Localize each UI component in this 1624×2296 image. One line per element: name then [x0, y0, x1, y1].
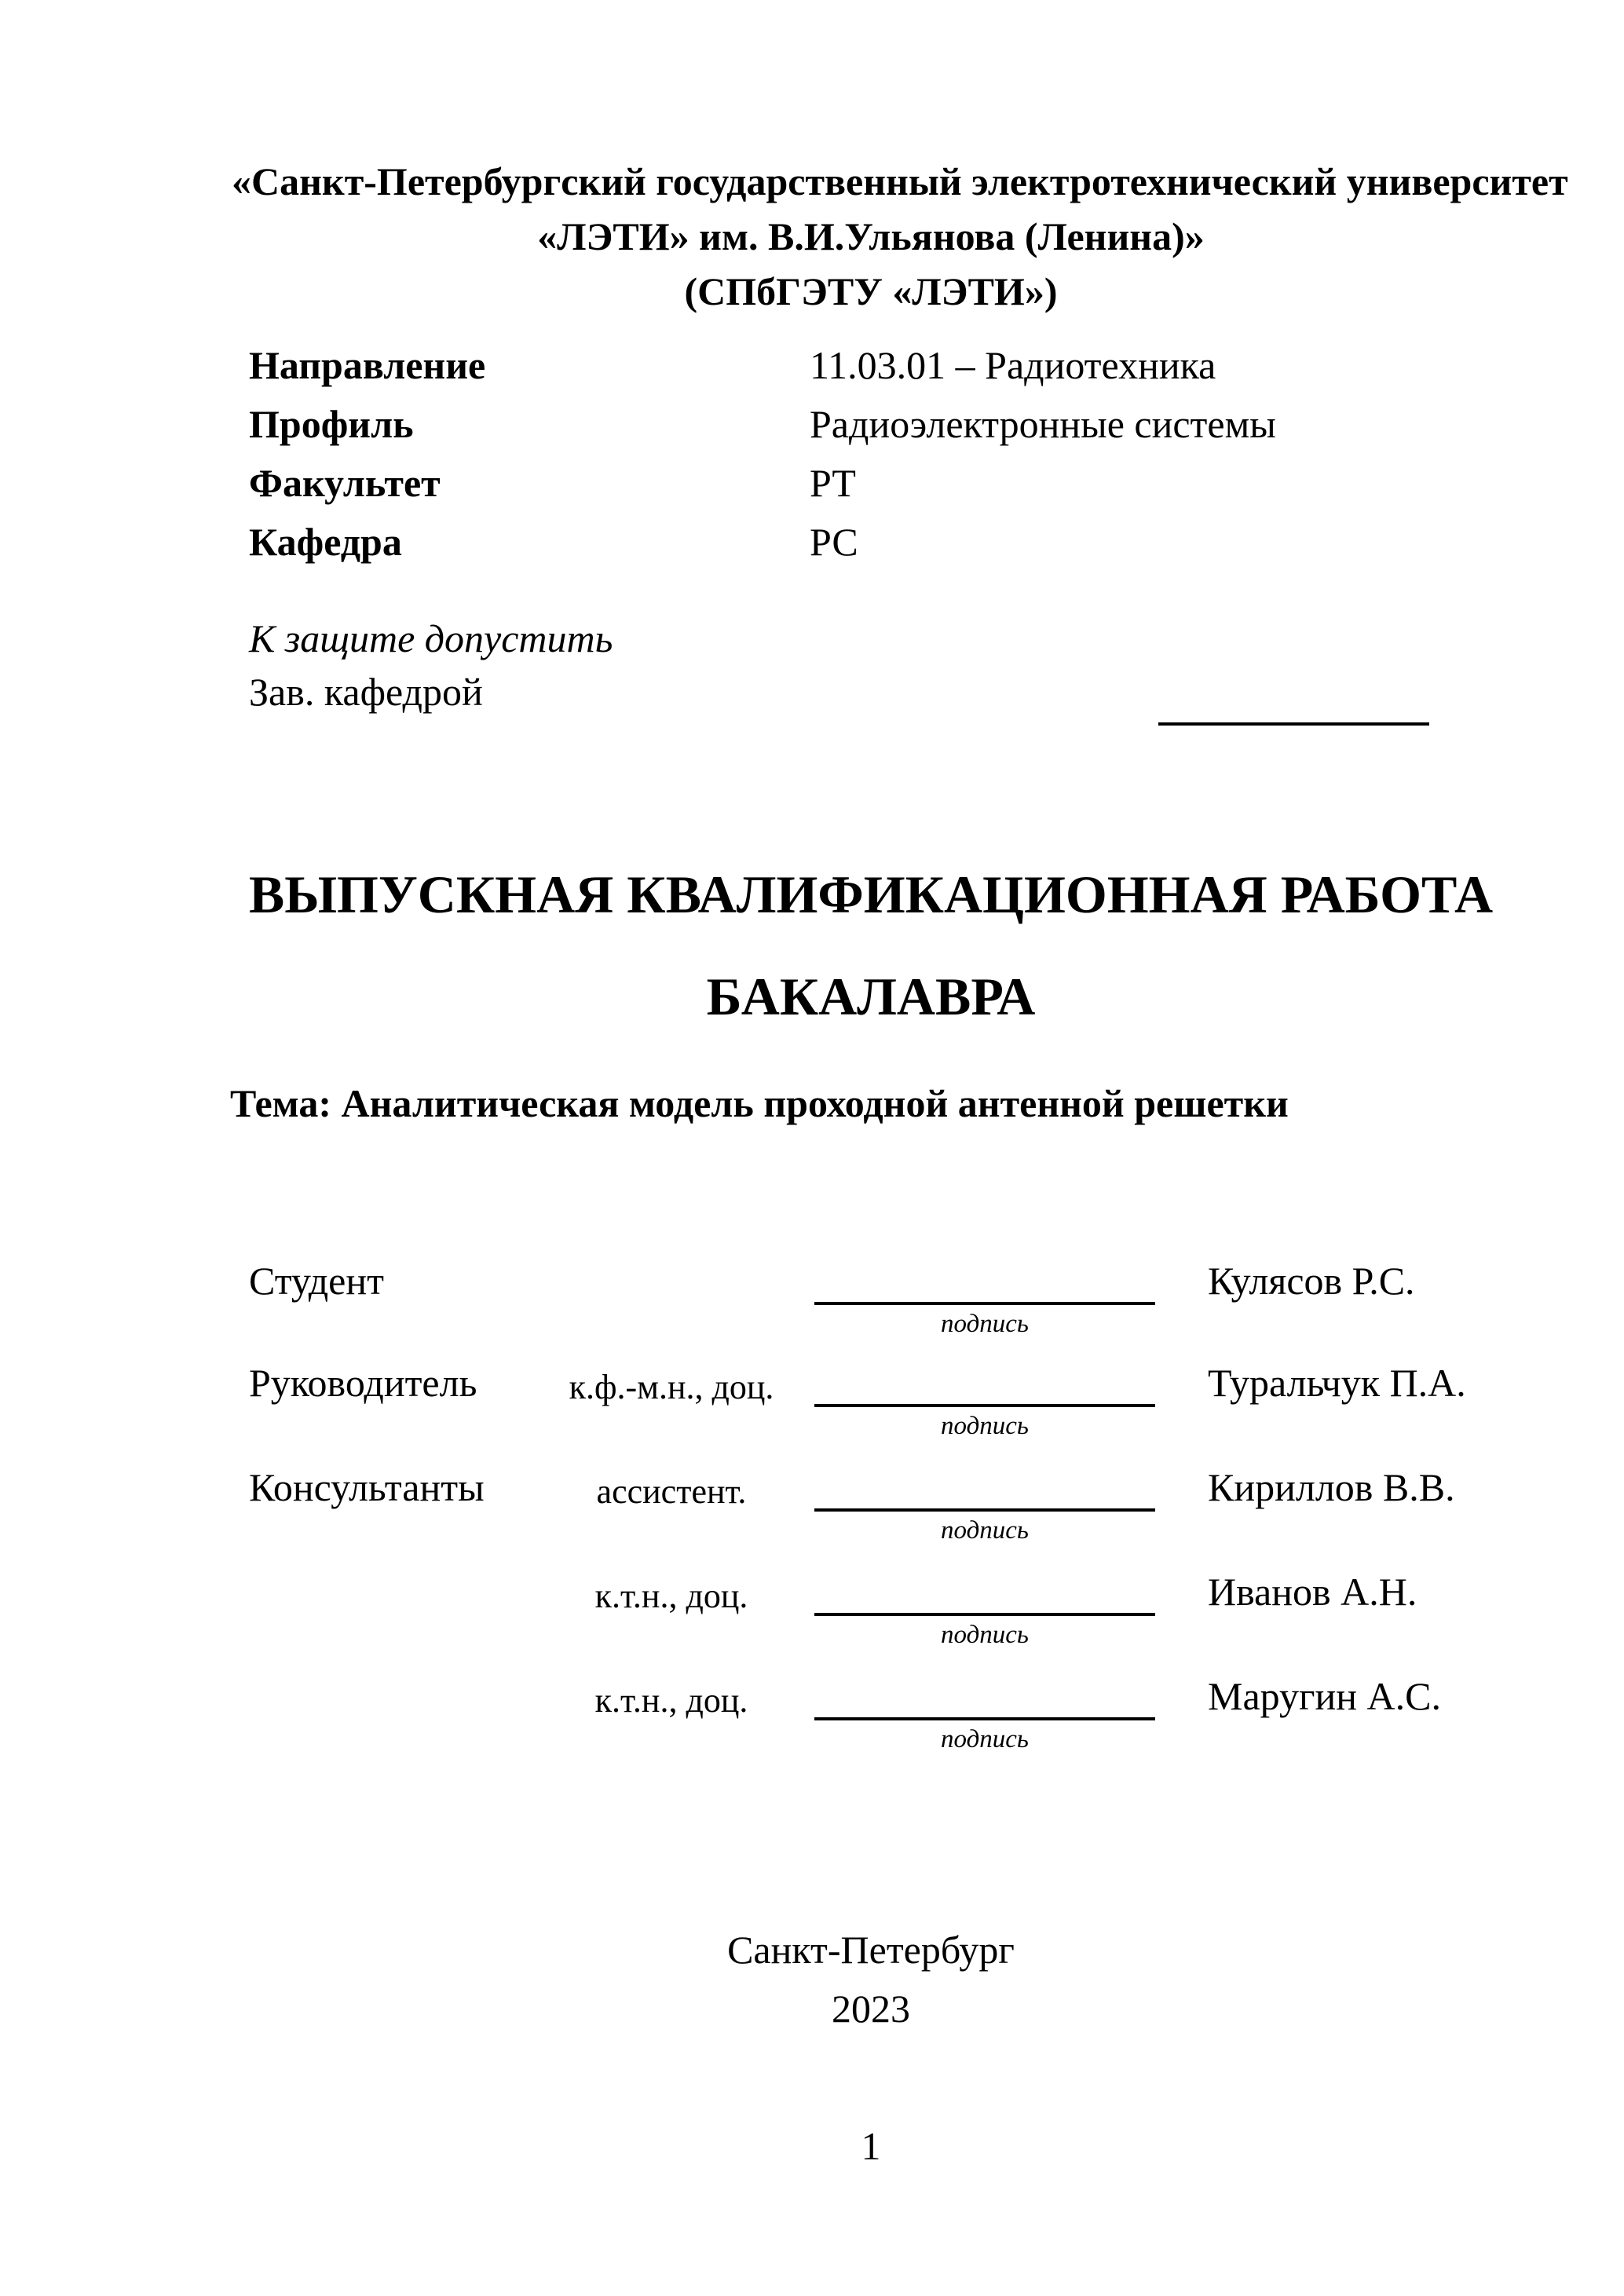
info-value-department: РС [810, 520, 858, 564]
info-label-direction: Направление [249, 343, 486, 387]
head-of-department-signature-line [1158, 687, 1429, 726]
head-of-department-label: Зав. кафедрой [249, 670, 483, 714]
signature-line [814, 1393, 1155, 1407]
footer-year: 2023 [832, 1987, 910, 2031]
signature-row-consultant-3 [0, 1669, 1624, 1782]
role-label: Руководитель [249, 1361, 477, 1405]
person-name: Иванов А.Н. [1208, 1570, 1417, 1614]
role-label: Консультанты [249, 1465, 485, 1509]
university-header-line-3: (СПбГЭТУ «ЛЭТИ») [684, 269, 1058, 313]
person-name: Маругин А.С. [1208, 1674, 1441, 1718]
signature-line [814, 1291, 1155, 1305]
signature-row-consultant-1 [0, 1460, 1624, 1574]
signature-line [814, 1497, 1155, 1512]
degree-label: ассистент. [596, 1472, 747, 1511]
signature-row-supervisor [0, 1355, 1624, 1469]
info-row-profile [0, 397, 1624, 455]
admission-note: К защите допустить [249, 616, 613, 660]
person-name: Кулясов Р.С. [1208, 1259, 1415, 1303]
info-value-profile: Радиоэлектронные системы [810, 402, 1276, 446]
signature-caption: подпись [941, 1516, 1029, 1545]
person-name: Туральчук П.А. [1208, 1361, 1466, 1405]
person-name: Кириллов В.В. [1208, 1465, 1455, 1509]
work-title-line-2: БАКАЛАВРА [706, 967, 1036, 1026]
info-label-department: Кафедра [249, 520, 402, 564]
signature-caption: подпись [941, 1725, 1029, 1753]
info-label-faculty: Факультет [249, 461, 441, 505]
university-header-line-2: «ЛЭТИ» им. В.И.Ульянова (Ленина)» [537, 214, 1205, 258]
topic-line: Тема: Аналитическая модель проходной антенной решетки [230, 1081, 1289, 1125]
signature-line [814, 1706, 1155, 1720]
info-label-profile: Профиль [249, 402, 414, 446]
page-number: 1 [861, 2124, 881, 2168]
role-label: Студент [249, 1259, 384, 1303]
info-value-direction: 11.03.01 – Радиотехника [810, 343, 1216, 387]
degree-label: к.т.н., доц. [594, 1577, 748, 1615]
signature-line [814, 1602, 1155, 1616]
signature-caption: подпись [941, 1310, 1029, 1338]
work-title-line-1: ВЫПУСКНАЯ КВАЛИФИКАЦИОННАЯ РАБОТА [248, 865, 1494, 924]
degree-label: к.т.н., доц. [594, 1681, 748, 1720]
signature-caption: подпись [941, 1621, 1029, 1649]
info-row-direction [0, 338, 1624, 397]
footer-city: Санкт-Петербург [727, 1928, 1015, 1972]
info-row-department [0, 514, 1624, 573]
signature-caption: подпись [941, 1412, 1029, 1440]
info-value-faculty: РТ [810, 461, 856, 505]
info-row-faculty [0, 455, 1624, 514]
degree-label: к.ф.-м.н., доц. [569, 1368, 774, 1406]
university-header-line-1: «Санкт-Петербургский государственный электротехнический университет [232, 159, 1568, 203]
signature-row-student [0, 1253, 1624, 1367]
signature-row-consultant-2 [0, 1564, 1624, 1678]
